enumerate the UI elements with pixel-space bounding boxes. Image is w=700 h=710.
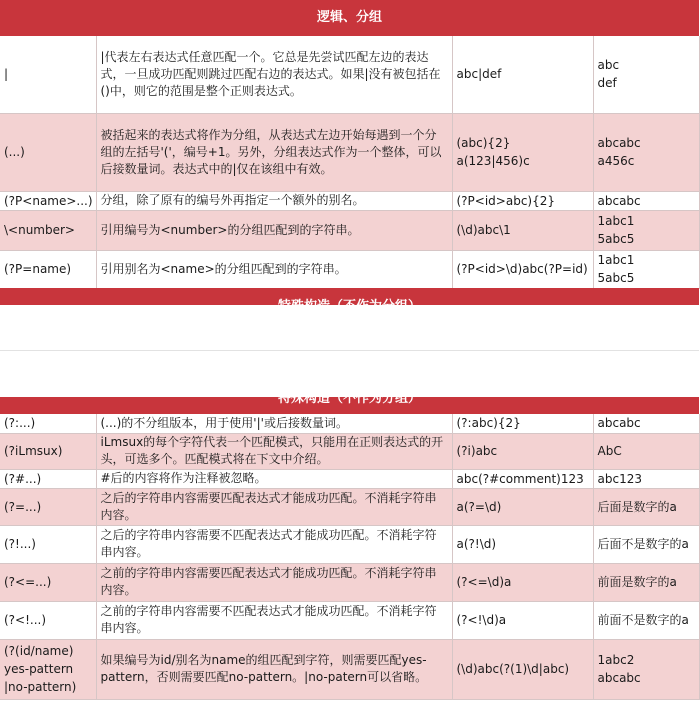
table-row	[0, 36, 699, 113]
syntax-cell: |	[0, 36, 96, 113]
table-row	[0, 601, 699, 639]
table-row	[0, 113, 699, 191]
syntax-cell: (?iLmsux)	[0, 433, 96, 469]
table-row	[0, 639, 699, 699]
syntax-cell: (...)	[0, 113, 96, 191]
description-cell: 之后的字符串内容需要匹配表达式才能成功匹配。不消耗字符串内容。	[96, 488, 452, 525]
description-cell: 引用别名为<name>的分组匹配到的字符串。	[96, 250, 452, 288]
description-cell: 之前的字符串内容需要不匹配表达式才能成功匹配。不消耗字符串内容。	[96, 601, 452, 639]
section-title: 逻辑、分组	[316, 10, 382, 25]
special-construct-table	[0, 414, 700, 700]
example-cell: (?:abc){2}	[452, 414, 593, 433]
result-cell: AbC	[593, 433, 699, 469]
special-construct-section	[0, 391, 699, 710]
description-cell: |代表左右表达式任意匹配一个。它总是先尝试匹配左边的表达式，一旦成功匹配则跳过匹配右边的表达式。如果|没有被包括在()中，则它的范围是整个正则表达式。	[96, 36, 452, 113]
result-cell: abcabc	[593, 191, 699, 210]
result-cell: 1abc1 5abc5	[593, 210, 699, 250]
result-cell: 1abc1 5abc5	[593, 250, 699, 288]
description-cell: #后的内容将作为注释被忽略。	[96, 469, 452, 488]
example-cell: (?<!\d)a	[452, 601, 593, 639]
page-break-divider	[0, 350, 699, 351]
result-cell: abcabc a456c	[593, 113, 699, 191]
logic-group-section	[0, 0, 699, 305]
description-cell: 之后的字符串内容需要不匹配表达式才能成功匹配。不消耗字符串内容。	[96, 525, 452, 563]
table-row	[0, 525, 699, 563]
example-cell: (?P<id>abc){2}	[452, 191, 593, 210]
example-cell: abc(?#comment)123	[452, 469, 593, 488]
example-cell: (\d)abc(?(1)\d|abc)	[452, 639, 593, 699]
syntax-cell: (?P<name>...)	[0, 191, 96, 210]
syntax-cell: (?:...)	[0, 414, 96, 433]
result-cell: 1abc2 abcabc	[593, 639, 699, 699]
syntax-cell: (?!...)	[0, 525, 96, 563]
syntax-cell: (?(id/name) yes-pattern |no-pattern)	[0, 639, 96, 699]
table-row	[0, 210, 699, 250]
example-cell: (?<=\d)a	[452, 563, 593, 601]
table-row	[0, 250, 699, 288]
result-cell: 后面不是数字的a	[593, 525, 699, 563]
example-cell: (abc){2} a(123|456)c	[452, 113, 593, 191]
result-cell: abc def	[593, 36, 699, 113]
result-cell: 前面不是数字的a	[593, 601, 699, 639]
section-header-special-construct	[0, 391, 699, 414]
description-cell: 被括起来的表达式将作为分组，从表达式左边开始每遇到一个分组的左括号'('，编号+1。另外，分组表达式作为一个整体，可以后接数量词。表达式中的|仅在该组中有效。	[96, 113, 452, 191]
result-cell: abcabc	[593, 414, 699, 433]
example-cell: (?i)abc	[452, 433, 593, 469]
result-cell: abc123	[593, 469, 699, 488]
example-cell: abc|def	[452, 36, 593, 113]
description-cell: 引用编号为<number>的分组匹配到的字符串。	[96, 210, 452, 250]
table-row	[0, 414, 699, 433]
description-cell: 分组，除了原有的编号外再指定一个额外的别名。	[96, 191, 452, 210]
example-cell: a(?=\d)	[452, 488, 593, 525]
section-header-logic-group	[0, 0, 699, 36]
table-row	[0, 191, 699, 210]
example-cell: (\d)abc\1	[452, 210, 593, 250]
result-cell: 前面是数字的a	[593, 563, 699, 601]
syntax-cell: (?=...)	[0, 488, 96, 525]
table-row	[0, 563, 699, 601]
syntax-cell: \<number>	[0, 210, 96, 250]
syntax-cell: (?#...)	[0, 469, 96, 488]
table-row	[0, 488, 699, 525]
syntax-cell: (?<=...)	[0, 563, 96, 601]
example-cell: a(?!\d)	[452, 525, 593, 563]
syntax-cell: (?P=name)	[0, 250, 96, 288]
table-row	[0, 469, 699, 488]
syntax-cell: (?<!...)	[0, 601, 96, 639]
table-row	[0, 433, 699, 469]
description-cell: (...)的不分组版本，用于使用'|'或后接数量词。	[96, 414, 452, 433]
description-cell: 之前的字符串内容需要匹配表达式才能成功匹配。不消耗字符串内容。	[96, 563, 452, 601]
section-title-clipped: 特殊构造（不作为分组）	[277, 391, 421, 406]
description-cell: 如果编号为id/别名为name的组匹配到字符，则需要匹配yes-pattern，否则需要匹配no-pattern。|no-patern可以省略。	[96, 639, 452, 699]
example-cell: (?P<id>\d)abc(?P=id)	[452, 250, 593, 288]
page-break-gap	[0, 305, 699, 397]
logic-group-table	[0, 36, 700, 289]
result-cell: 后面是数字的a	[593, 488, 699, 525]
description-cell: iLmsux的每个字符代表一个匹配模式，只能用在正则表达式的开头，可选多个。匹配模式将在下文中介绍。	[96, 433, 452, 469]
